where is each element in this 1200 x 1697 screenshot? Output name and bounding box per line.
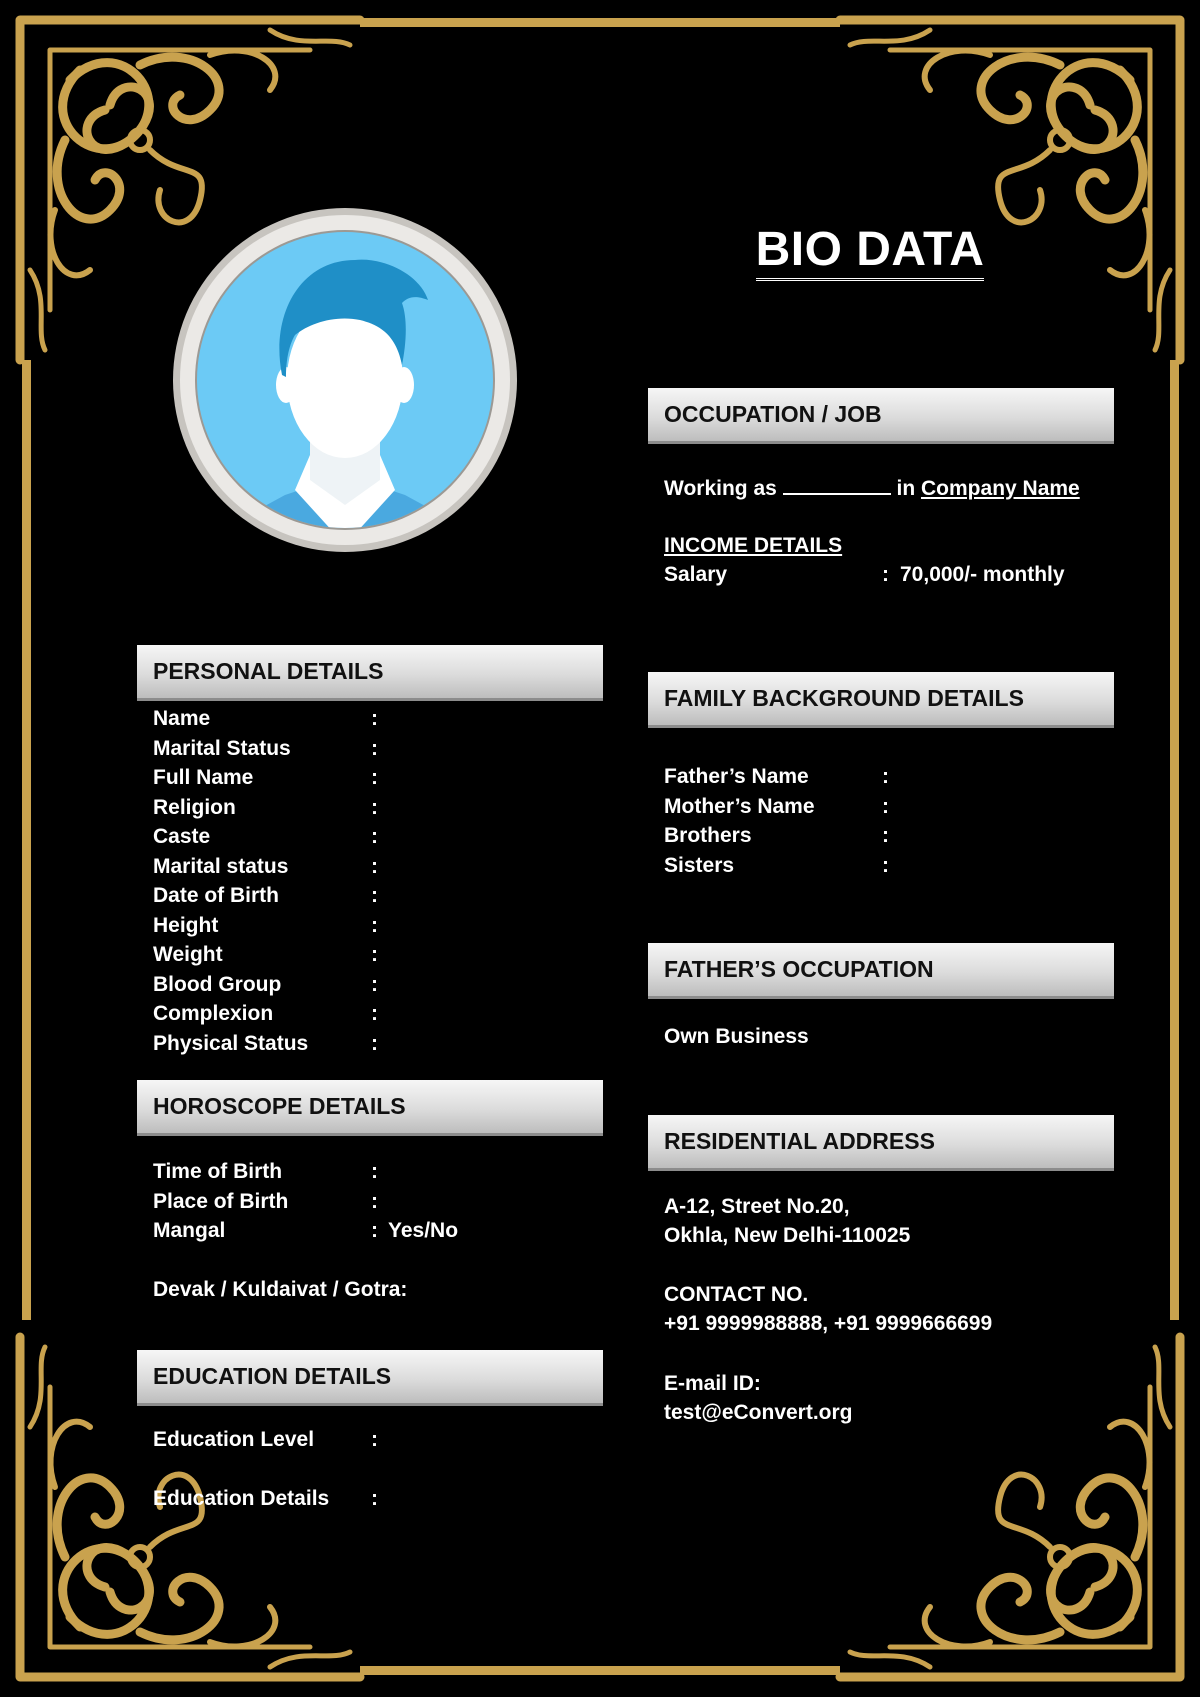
row-label: Father’s Name (664, 765, 809, 788)
contact-label: CONTACT NO. (664, 1283, 809, 1306)
row-label: Complexion (153, 1002, 274, 1025)
row-colon: : (371, 825, 378, 848)
father-occupation-value: Own Business (664, 1025, 809, 1048)
company-name[interactable]: Company Name (921, 477, 1080, 500)
row-colon: : (371, 1219, 378, 1242)
row-label: Weight (153, 943, 223, 966)
row-label: Physical Status (153, 1031, 309, 1055)
row-label: Marital Status (153, 736, 291, 760)
row-label: Full Name (153, 766, 254, 789)
salary-colon: : (882, 563, 889, 586)
row-colon: : (371, 972, 378, 996)
detail-row (153, 973, 573, 1003)
detail-row (153, 1219, 573, 1249)
row-colon: : (371, 884, 378, 907)
working-as-label: Working as (664, 477, 777, 500)
ornament-corner-bottom-right (830, 1327, 1190, 1687)
row-colon: : (371, 795, 378, 819)
occupation-header: OCCUPATION / JOB (648, 388, 1114, 444)
detail-row (153, 914, 573, 944)
father-occupation-header: FATHER’S OCCUPATION (648, 943, 1114, 999)
frame-right-line (1170, 360, 1179, 1320)
residential-address-header: RESIDENTIAL ADDRESS (648, 1115, 1114, 1171)
family-background-header: FAMILY BACKGROUND DETAILS (648, 672, 1114, 728)
income-details-heading: INCOME DETAILS (664, 534, 843, 557)
in-label: in (896, 477, 916, 500)
email-label: E-mail ID: (664, 1372, 761, 1395)
education-details-header: EDUCATION DETAILS (137, 1350, 603, 1406)
row-colon: : (371, 1031, 378, 1055)
contact-value: +91 9999988888, +91 9999666699 (664, 1312, 993, 1335)
salary-value: 70,000/- monthly (900, 563, 1065, 586)
detail-row (664, 824, 1064, 854)
row-label: Education Level (153, 1428, 315, 1451)
person-silhouette-icon (170, 205, 520, 555)
row-colon: : (371, 1002, 378, 1025)
gotra-label: Devak / Kuldaivat / Gotra: (153, 1278, 408, 1301)
row-label: Height (153, 913, 219, 937)
row-colon: : (371, 913, 378, 937)
row-colon: : (371, 1160, 378, 1183)
personal-details-header: PERSONAL DETAILS (137, 645, 603, 701)
row-colon: : (371, 736, 378, 760)
page-title: BIO DATA (700, 222, 1040, 277)
row-colon: : (371, 1428, 378, 1451)
row-label: Time of Birth (153, 1160, 283, 1183)
profile-photo[interactable] (170, 205, 520, 555)
detail-row (664, 795, 1064, 825)
address-line-2: Okhla, New Delhi-110025 (664, 1224, 911, 1247)
frame-bottom-line (360, 1666, 840, 1675)
row-label: Mother’s Name (664, 794, 815, 818)
row-colon: : (882, 853, 889, 877)
row-label: Marital status (153, 854, 289, 878)
row-label: Mangal (153, 1219, 226, 1242)
frame-top-line (360, 18, 840, 27)
detail-row (153, 1002, 573, 1032)
address-line-1: A-12, Street No.20, (664, 1195, 850, 1218)
row-label: Caste (153, 825, 211, 848)
detail-row (153, 1190, 573, 1220)
row-colon: : (371, 707, 378, 730)
detail-row (153, 707, 573, 737)
detail-row (153, 943, 573, 973)
detail-row (153, 825, 573, 855)
row-label: Place of Birth (153, 1189, 289, 1213)
row-colon: : (371, 943, 378, 966)
row-colon: : (882, 765, 889, 788)
ornament-corner-top-right (830, 10, 1190, 370)
education-level-row (153, 1428, 573, 1458)
detail-row (153, 884, 573, 914)
row-colon: : (371, 1189, 378, 1213)
row-colon: : (371, 1487, 378, 1510)
detail-row (664, 854, 1064, 884)
detail-row (153, 1160, 573, 1190)
row-label: Brothers (664, 824, 752, 847)
detail-row (664, 765, 1064, 795)
detail-row (153, 1032, 573, 1062)
job-title-blank[interactable] (783, 475, 891, 495)
detail-row (153, 766, 573, 796)
row-colon: : (371, 766, 378, 789)
detail-row (153, 737, 573, 767)
working-as-line (664, 475, 1080, 501)
education-details-row (153, 1487, 573, 1517)
email-value[interactable]: test@eConvert.org (664, 1401, 853, 1424)
row-value[interactable]: Yes/No (388, 1219, 459, 1242)
row-label: Blood Group (153, 972, 282, 996)
row-label: Sisters (664, 853, 735, 877)
row-label: Religion (153, 795, 236, 819)
row-colon: : (882, 824, 889, 847)
horoscope-details-header: HOROSCOPE DETAILS (137, 1080, 603, 1136)
row-label: Name (153, 707, 211, 730)
row-label: Education Details (153, 1487, 330, 1510)
salary-label: Salary (664, 563, 728, 586)
frame-left-line (22, 360, 31, 1320)
detail-row (153, 796, 573, 826)
detail-row (153, 855, 573, 885)
row-label: Date of Birth (153, 884, 279, 907)
row-colon: : (882, 794, 889, 818)
row-colon: : (371, 854, 378, 878)
